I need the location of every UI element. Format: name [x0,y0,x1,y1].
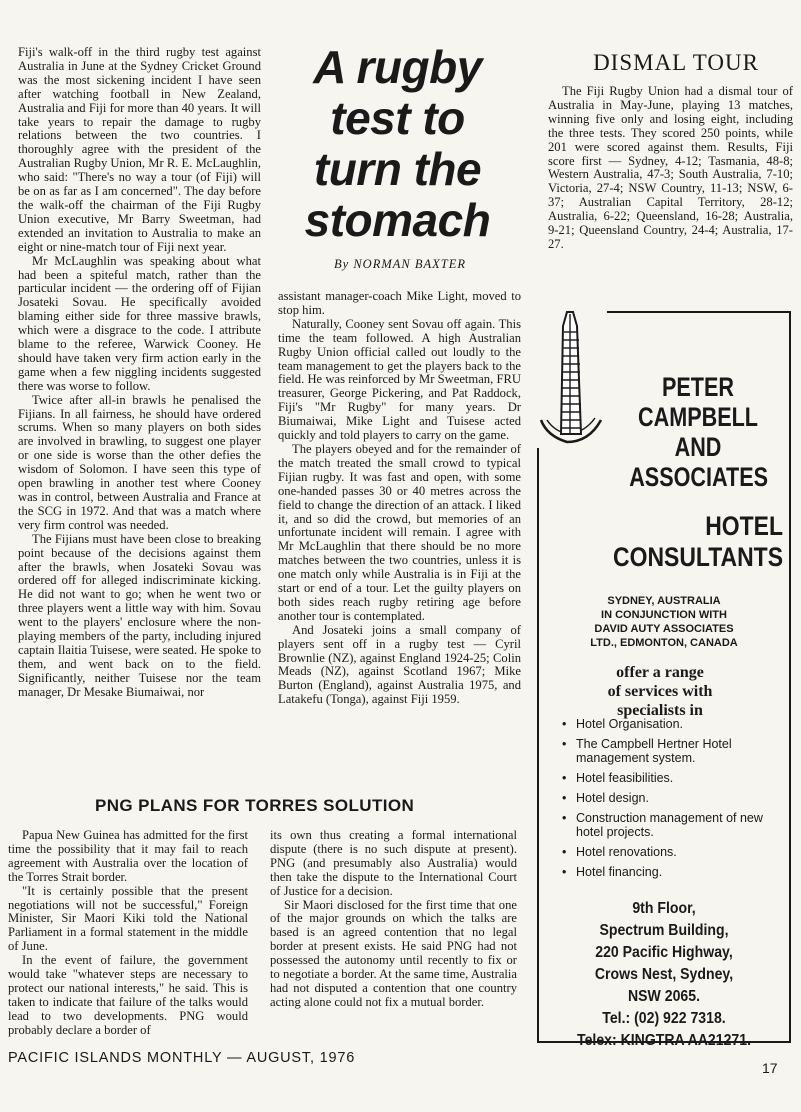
advert-service-item: • Hotel design. [562,791,782,805]
article-paragraph: Fiji's walk-off in the third rugby test against Australia in June at the Sydney Cricket Ground was the most sickening incident I have seen after watching football in New Zealand, Australia and Fiji for more than 40 years. It will take years to repair the damage to rugby relations between the two countries. I thoroughly agree with the president of the Australian Rugby Union, Mr R. E. McLaughlin, who said: "There's no way a tour (of Fiji) will be on as far as I am concerned". The day before the walk-off the chairman of the Fiji Rugby Union executive, Mr Barry Sweetman, had extended an invitation to Australia to make an eight or nine-match tour of Fiji next year. [18,45,261,254]
article-paragraph: The Fijians must have been close to breaking point because of the decisions against them after the brawls, when Josateki Sovau was ordered off for alleged indiscriminate kicking. He did not want to go; when he went two or three players went a little way with him. Sovau went to the players' enclosure where the non-playing members of the party, including injured captain Ilaitia Tuisese, were seated. He spoke to them, and went back on to the field. Significantly, neither Tuisese nor the team manager, Dr Mesake Biumaiwai, nor [18,531,261,699]
png-paragraph: Sir Maori disclosed for the first time that one of the major grounds on which the talks are based is an agreed contention that no legal border at present exists. He said PNG had not possessed the autonomy until recently to fix or to negotiate a border. At the same time, Australia had not disputed a contention that one country acting alone could not fix a mutual border. [270,897,517,1009]
advert-service-item: • Hotel renovations. [562,845,782,859]
article-paragraph: Mr McLaughlin was speaking about what had been a spiteful match, rather than the particular incident — the ordering off of Fijian Josateki Sovau. He specifically avoided blaming either side for three massive brawls, which were a disgrace to the code. I attribute blame to the referee, Warwick Cooney. He should have taken very firm action early in the game when a few niggling incidents suggested there was worse to follow. [18,253,261,393]
advert-address-line: Tel.: (02) 922 7318. [602,1010,726,1027]
headline-line: stomach [304,194,491,246]
png-paragraph: In the event of failure, the government would take "whatever steps are necessary to protect our national interests," he said. This is taken to indicate that failure of the talks would lead to two developments. PNG would probably declare a border of [8,953,248,1037]
advert-offer-line: specialists in [617,702,703,719]
advert-company-name [629,372,767,492]
png-paragraph: Papua New Guinea has admitted for the first time the possibility that it may fail to reach agreement with Australia over the location of the Torres Strait border. [8,828,248,884]
advert-name-line: ASSOCIATES [629,462,769,492]
article-paragraph: assistant manager-coach Mike Light, moved to stop him. [278,289,521,317]
advert-location-line: DAVID AUTY ASSOCIATES [594,623,734,635]
article-column-1 [18,46,261,700]
advert-location-line: SYDNEY, AUSTRALIA [607,595,721,607]
png-section-title: PNG PLANS FOR TORRES SOLUTION [95,796,415,815]
advert-offer-line: offer a range [616,664,704,681]
dismal-tour-body: The Fiji Rugby Union had a dismal tour of Australia in May-June, playing 13 matches, winning five only and losing eight, including the three tests. They scored 250 points, while 201 were scored against them. Results, Fiji score first — Sydney, 4-12; Tasmania, 48-8; Western Australia, 47-3; South Australia, 7-10; Victoria, 27-4; NSW Country, 11-13; NSW, 6-37; Australian Capital Territory, 28-12; Australia, 6-22; Queensland, 16-28; Australia, 9-21; Queensland Country, 24-4; Australia, 17-27. [548,84,793,251]
png-column-2 [270,829,517,1010]
dismal-tour-title: DISMAL TOUR [593,50,759,75]
headline-line: test to [330,92,465,144]
advert-hotel-consultants [583,511,783,573]
advert-offer [560,663,760,720]
advert-service-item: • Construction management of new hotel projects. [562,811,782,839]
advert-address-line: Telex: KINGTRA AA21271. [577,1032,751,1049]
png-paragraph: "It is certainly possible that the present negotiations will not be successful," Foreign Minister, Sir Maori Kiki told the National Parliament in a formal statement in the middle of June. [8,883,248,954]
dismal-tour-column [548,85,793,252]
png-paragraph: its own thus creating a formal international dispute (there is no such dispute at present). PNG (and presumably also Australia) would then take the dispute to the International Court of Justice for a decision. [270,828,517,898]
advert-hotel-line: CONSULTANTS [613,542,783,572]
advert-address-line: Spectrum Building, [599,922,729,939]
advert-service-item: • Hotel feasibilities. [562,771,782,785]
building-logo-icon [537,308,607,448]
advert-offer-line: of services with [607,683,713,700]
advert-location-line: IN CONJUNCTION WITH [601,609,727,621]
advert-address-line: Crows Nest, Sydney, [594,966,734,983]
advert-address [559,898,768,1052]
advert-name-line: CAMPBELL [638,402,758,432]
page-number: 17 [762,1060,778,1076]
headline-line: A rugby [313,41,482,93]
publication-footer: PACIFIC ISLANDS MONTHLY — AUGUST, 1976 [8,1050,356,1066]
advert-service-item: • The Campbell Hertner Hotel management system. [562,737,782,765]
article-paragraph: And Josateki joins a small company of players sent off in a rugby test — Cyril Brownlie (NZ), against England 1924-25; Colin Meads (NZ), against Scotland 1967; Mike Burton (England), against Australia 1975, and Latakefu (Tonga), against Fiji 1959. [278,622,521,707]
advert-name-line: AND [674,432,722,462]
advert-service-item: • Hotel financing. [562,865,782,879]
article-paragraph: The players obeyed and for the remainder of the match treated the small crowd to typical Fijian rugby. It was fast and open, with some one-handed passes 30 or 40 metres across the field to change the direction of an attack. I liked it, and so did the crowd, but memories of an unfortunate incident will remain. I agree with Mr McLaughlin that there should be no more matches between the two countries, unless it is one match only while Australia is in Fiji at the start or end of a tour. Let the guilty players on both sides reach rugby retiring age before another tour is contemplated. [278,441,521,623]
advert-top-rule [601,311,791,313]
advert-location [545,594,783,650]
advert-address-line: NSW 2065. [628,988,700,1005]
advert-address-line: 220 Pacific Highway, [595,944,733,961]
advert-location-line: LTD., EDMONTON, CANADA [590,637,738,649]
advert-address-line: 9th Floor, [632,900,696,917]
article-paragraph: Twice after all-in brawls he penalised the Fijians. In all fairness, he should have ordered scrums. When so many players on both sides are involved in brawling, to suggest one player or one side is worse than the other defies the wisdom of Solomon. I have seen this type of open brawling in another test where Cooney was in control, between Australia and France at the SCG in 1972. And that was a match where very firm control was needed. [18,392,261,532]
article-headline [290,42,505,246]
advert-name-line: PETER [661,372,735,402]
article-byline: By NORMAN BAXTER [334,257,466,271]
article-column-2 [278,290,521,707]
article-paragraph: Naturally, Cooney sent Sovau off again. This time the team followed. A high Australian Rugby Union official called out loudly to the team management to get the players back to the field. He was reinforced by Mr Sweetman, FRU treasurer, George Pickering, and Pat Raddock, Fiji's "Mr Rugby" for many years. Dr Biumaiwai, Mike Light and Tuisese acted quickly and told players to carry on the game. [278,316,521,443]
headline-line: turn the [313,143,482,195]
advert-services-list [562,717,782,885]
advert-hotel-line: HOTEL [705,511,783,541]
advert-service-item: • Hotel Organisation. [562,717,782,731]
png-column-1 [8,829,248,1038]
